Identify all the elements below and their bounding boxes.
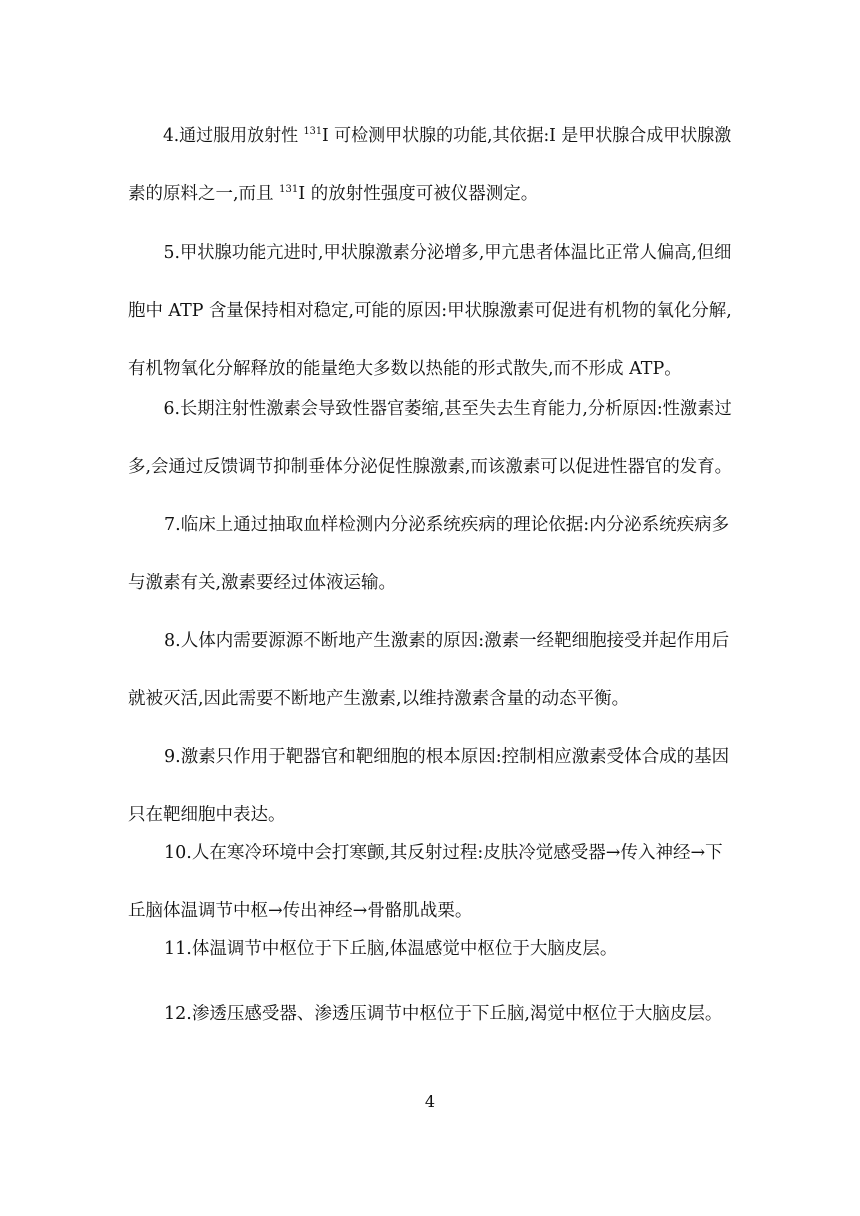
text-line [128,297,732,322]
text-segment: 4.通过服用放射性 [162,126,304,146]
text-line [128,239,731,264]
text-segment: 与激素有关,激素要经过体液运输。 [128,573,397,593]
text-segment: 7.临床上通过抽取血样检测内分泌系统疾病的理论依据:内分泌系统疾病多 [164,515,730,535]
text-segment: 12.渗透压感受器、渗透压调节中枢位于下丘脑,渴觉中枢位于大脑皮层。 [164,1004,723,1024]
text-line [128,1000,722,1025]
text-segment: 就被灭活,因此需要不断地产生激素,以维持激素含量的动态平衡。 [128,689,630,709]
superscript: 131 [279,184,299,195]
text-line [128,511,729,536]
text-line [128,801,286,826]
text-line [128,743,729,768]
text-line [128,627,729,652]
page-number: 4 [424,1092,436,1111]
text-segment: 11.体温调节中枢位于下丘脑,体温感觉中枢位于大脑皮层。 [164,939,618,959]
text-line [128,453,732,478]
text-line [128,180,538,205]
text-segment: 素的原料之一,而且 [128,184,280,204]
text-line [128,685,629,710]
text-segment: 5.甲状腺功能亢进时,甲状腺激素分泌增多,甲亢患者体温比正常人偏高,但细 [163,243,732,263]
text-line [128,355,682,380]
text-segment: 多,会通过反馈调节抑制垂体分泌促性腺激素,而该激素可以促进性器官的发育。 [128,457,733,477]
text-line [128,569,396,594]
text-line [128,395,732,420]
text-segment: 只在靶细胞中表达。 [128,805,286,825]
text-line [128,897,472,922]
text-segment: 丘脑体温调节中枢→传出神经→骨骼肌战栗。 [128,901,473,921]
text-segment: 胞中 ATP 含量保持相对稳定,可能的原因:甲状腺激素可促进有机物的氧化分解, [128,301,732,321]
text-segment: 9.激素只作用于靶器官和靶细胞的根本原因:控制相应激素受体合成的基因 [164,747,730,767]
text-line [128,122,731,147]
text-segment: I 的放射性强度可被仪器测定。 [298,184,539,204]
text-segment: 6.长期注射性激素会导致性器官萎缩,甚至失去生育能力,分析原因:性激素过 [163,399,732,419]
text-segment: 8.人体内需要源源不断地产生激素的原因:激素一经靶细胞接受并起作用后 [164,631,730,651]
text-segment: 10.人在寒冷环境中会打寒颤,其反射过程:皮肤冷觉感受器→传入神经→下 [164,843,723,863]
text-segment: 有机物氧化分解释放的能量绝大多数以热能的形式散失,而不形成 ATP。 [128,359,682,379]
text-line [128,839,723,864]
superscript: 131 [303,126,323,137]
text-line [128,935,617,960]
text-segment: I 可检测甲状腺的功能,其依据:I 是甲状腺合成甲状腺激 [322,126,732,146]
